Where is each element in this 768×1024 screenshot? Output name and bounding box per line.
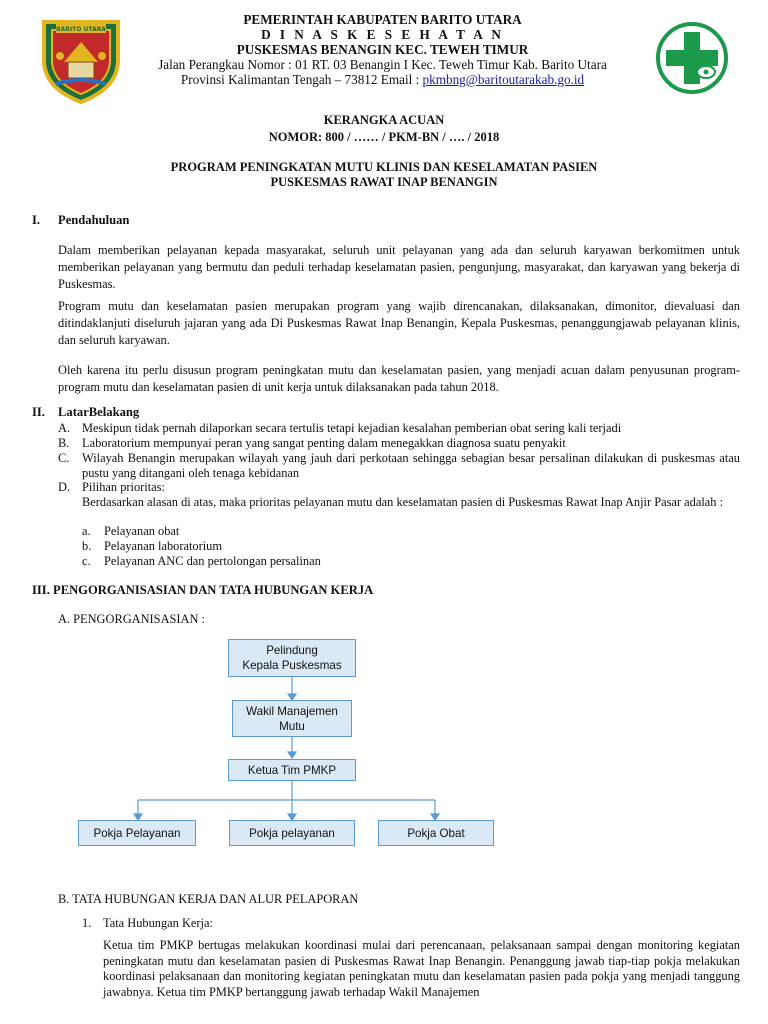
letterhead-line-1: PEMERINTAH KABUPATEN BARITO UTARA	[243, 12, 522, 27]
priority-title: Pilihan prioritas:	[82, 480, 165, 494]
section-3-heading: III. PENGORGANISASIAN DAN TATA HUBUNGAN KERJA	[32, 583, 374, 597]
program-title: PROGRAM PENINGKATAN MUTU KLINIS DAN KESELAMATAN PASIEN	[170, 160, 598, 174]
org-box-pelindung-line2: Kepala Puskesmas	[242, 659, 342, 672]
email-link[interactable]: pkmbng@baritoutarakab.go.id	[422, 72, 585, 87]
item-marker-1: 1.	[82, 916, 92, 930]
sub-marker-a: a.	[82, 524, 91, 538]
list-marker-b: B.	[58, 436, 70, 450]
org-box-ketua-tim: Ketua Tim PMKP	[228, 759, 356, 781]
org-box-wakil-manajemen	[232, 700, 352, 737]
org-box-pokja-pelayanan-2: Pokja pelayanan	[229, 820, 355, 846]
paragraph-intro-1: Dalam memberikan pelayanan kepada masyarakat, seluruh unit pelayanan yang ada dan seluruh karyawan berkomitmen untuk memberikan pelayanan yang bermutu dan peduli terhadap keselamatan pasien, pengunjung, masyarakat, dan karyawan yang bekerja di Puskesmas.	[58, 243, 740, 291]
doc-title: KERANGKA ACUAN	[323, 113, 445, 127]
program-subtitle: PUSKESMAS RAWAT INAP BENANGIN	[270, 175, 498, 189]
background-item-b: Laboratorium mempunyai peran yang sangat penting dalam menegakkan diagnosa suatu penyakit	[82, 436, 566, 450]
sub-marker-b: b.	[82, 539, 92, 553]
work-relation-text: Ketua tim PMKP bertugas melakukan koordinasi mulai dari perencanaan, pelaksanaan sampai dengan monitoring kegiatan peningkatan mutu dan keselamatan pasien di Puskesmas Rawat Inap Benangin. Penanggung jawab tiap-tiap pokja melakukan koordinasi pelaksanaan dan monitoring kegiatan peningkatan mutu dan keselamatan pasien pada pokja yang menjadi tanggung jawabnya. Ketua tim PMKP bertanggung jawab terhadap Wakil Manajemen	[103, 938, 740, 999]
letterhead-address: Jalan Perangkau Nomor : 01 RT. 03 Benangin I Kec. Teweh Timur Kab. Barito Utara	[158, 57, 607, 72]
org-box-pokja-obat: Pokja Obat	[378, 820, 494, 846]
letterhead-line-3: PUSKESMAS BENANGIN KEC. TEWEH TIMUR	[236, 42, 529, 57]
priority-item-anc: Pelayanan ANC dan pertolongan persalinan	[104, 554, 321, 568]
crest-banner-text: BARITO UTARA	[56, 26, 106, 33]
background-item-c: Wilayah Benangin merupakan wilayah yang jauh dari perkotaan sehingga sebagian besar persalinan dilakukan di puskesmas atau pustu yang ditangani oleh tenaga kebidanan	[82, 451, 740, 480]
arrowhead-2-3	[288, 752, 296, 758]
sub-marker-c: c.	[82, 554, 91, 568]
letterhead	[0, 0, 768, 110]
section-1-number: I.	[32, 213, 41, 227]
list-marker-a: A.	[58, 421, 71, 435]
paragraph-intro-2: Program mutu dan keselamatan pasien merupakan program yang wajib direncanakan, dilaksanakan, dimonitor, dievaluasi dan ditindaklanjuti diseluruh jajaran yang ada Di Puskesmas Rawat Inap Benangin, Kepala Puskesmas, penanggungjawab pelayanan klinis, dan seluruh karyawan.	[58, 299, 740, 347]
list-marker-c: C.	[58, 451, 70, 465]
barito-utara-crest-icon	[40, 16, 122, 104]
paragraph-intro-3: Oleh karena itu perlu disusun program peningkatan mutu dan keselamatan pasien, yang menjadi acuan dalam penyusunan program-program mutu dan keselamatan pasien di unit kerja untuk dilaksanakan pada tahun 2018.	[58, 363, 740, 394]
doc-number: NOMOR: 800 / …… / PKM-BN / …. / 2018	[268, 130, 500, 144]
org-box-pelindung	[228, 639, 356, 677]
org-box-wakil-line1: Wakil Manajemen	[246, 704, 338, 718]
work-relation-title: Tata Hubungan Kerja:	[103, 916, 213, 930]
priority-item-obat: Pelayanan obat	[104, 524, 180, 538]
letterhead-line-2: D I N A S K E S E H A T A N	[261, 27, 504, 42]
section-2-heading: LatarBelakang	[58, 405, 140, 419]
org-box-pelindung-line1: Pelindung	[266, 644, 318, 657]
section-1-heading: Pendahuluan	[58, 213, 130, 227]
priority-text: Berdasarkan alasan di atas, maka prioritas pelayanan mutu dan keselamatan pasien di Puskesmas Rawat Inap Anjir Pasar adalah :	[82, 495, 724, 509]
org-box-wakil-line2: Mutu	[279, 719, 305, 733]
priority-item-laboratorium: Pelayanan laboratorium	[104, 539, 223, 553]
background-item-a: Meskipun tidak pernah dilaporkan secara tertulis tetapi kejadian kesalahan pemberian obat sering kali terjadi	[82, 421, 622, 435]
letterhead-contact	[130, 72, 635, 88]
org-box-pokja-pelayanan-1: Pokja Pelayanan	[78, 820, 196, 846]
letterhead-province: Provinsi Kalimantan Tengah – 73812 Email :	[180, 72, 423, 87]
work-relation-heading: B. TATA HUBUNGAN KERJA DAN ALUR PELAPORAN	[58, 892, 359, 906]
organization-heading: A. PENGORGANISASIAN :	[58, 612, 205, 626]
puskesmas-logo-icon	[654, 20, 730, 96]
list-marker-d: D.	[58, 480, 71, 494]
section-2-number: II.	[32, 405, 45, 419]
